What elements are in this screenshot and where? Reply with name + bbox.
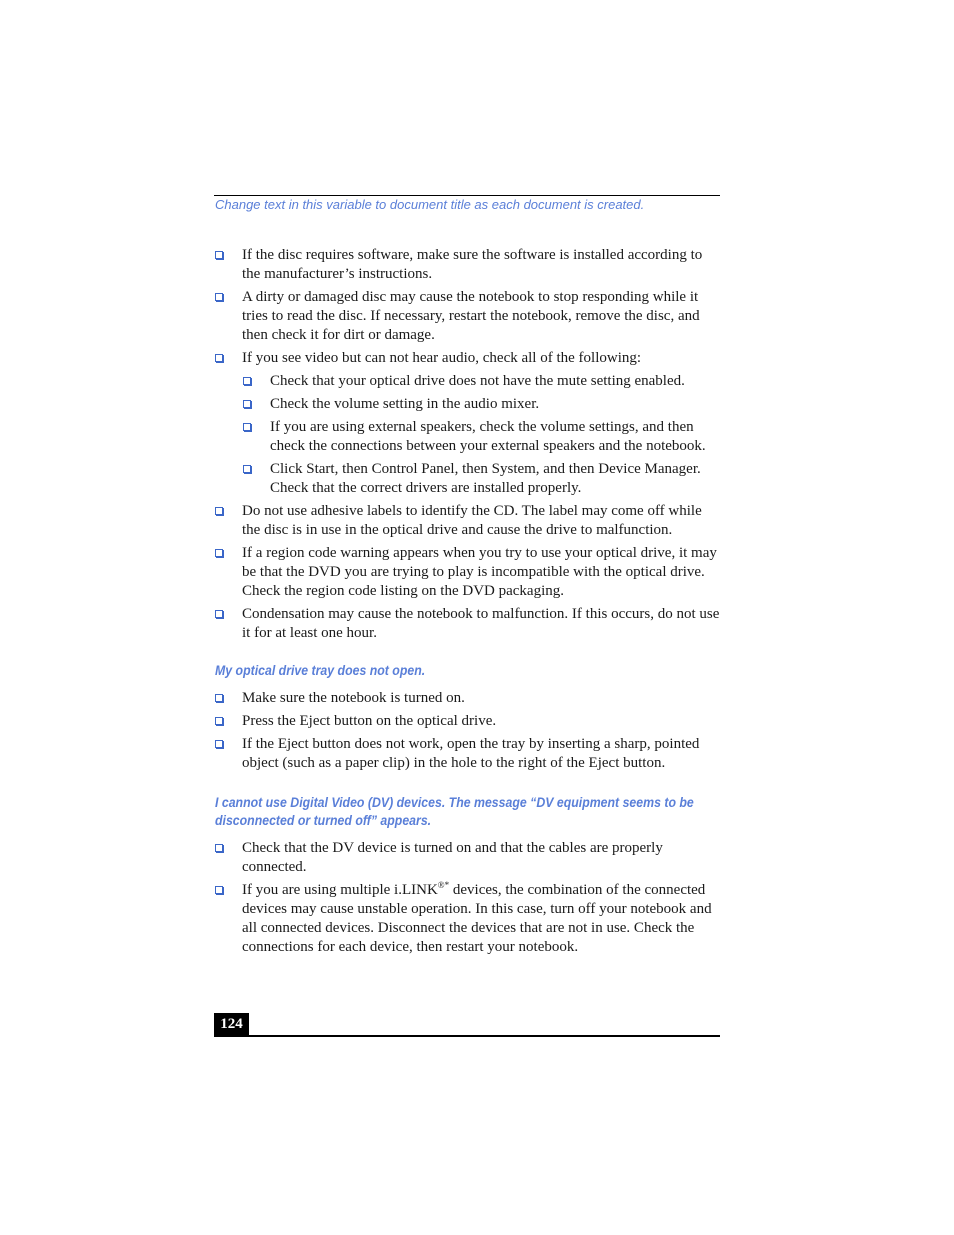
list-item: A dirty or damaged disc may cause the notebook to stop responding while it tries to read the disc. If necessary, restart the notebook, remove the disc, and then check it for dirt or damage. [214,288,720,345]
checkbox-bullet-icon [215,739,224,750]
list-item: If the Eject button does not work, open the tray by inserting a sharp, pointed object (such as a paper clip) in the hole to the right of the Eject button. [214,735,720,773]
document-page [214,0,720,1235]
checkbox-bullet-icon [215,250,224,261]
checkbox-bullet-icon [243,399,252,410]
sub-list-item: Click Start, then Control Panel, then System, and then Device Manager. Check that the correct drivers are installed properly. [242,460,720,498]
list-item: Condensation may cause the notebook to malfunction. If this occurs, do not use it for at least one hour. [214,605,720,643]
checkbox-bullet-icon [215,693,224,704]
audio-check-sublist [242,372,720,498]
dv-troubleshooting-list [214,839,720,957]
registered-trademark-mark: ®* [437,880,450,890]
checkbox-bullet-icon [215,716,224,727]
list-item: Check that the DV device is turned on and that the cables are properly connected. [214,839,720,877]
disc-troubleshooting-list [214,246,720,643]
checkbox-bullet-icon [243,464,252,475]
checkbox-bullet-icon [215,609,224,620]
list-item: If you are using multiple i.LINK®* devices, the combination of the connected devices may cause unstable operation. In this case, turn off your notebook and all connected devices. Disconnect the devices that are not in use. Check the connections for each device, then restart your notebook. [214,881,720,957]
checkbox-bullet-icon [215,885,224,896]
list-item: If a region code warning appears when you try to use your optical drive, it may be that the DVD you are trying to play is incompatible with the optical drive. Check the region code listing on the DVD packaging. [214,544,720,601]
sub-list-item: Check the volume setting in the audio mixer. [242,395,720,414]
running-title: Change text in this variable to document title as each document is created. [215,197,645,212]
tray-troubleshooting-list [214,689,720,773]
checkbox-bullet-icon [215,843,224,854]
checkbox-bullet-icon [215,506,224,517]
checkbox-bullet-icon [243,422,252,433]
sub-list-item: If you are using external speakers, check the volume settings, and then check the connections between your external speakers and the notebook. [242,418,720,456]
list-item: If the disc requires software, make sure the software is installed according to the manufacturer’s instructions. [214,246,720,284]
header-rule [214,195,720,196]
list-item: Press the Eject button on the optical drive. [214,712,720,731]
section-heading-dv: I cannot use Digital Video (DV) devices. The message “DV equipment seems to be disconnected or turned off” appears. [215,794,694,828]
checkbox-bullet-icon [243,376,252,387]
sub-list-item: Check that your optical drive does not have the mute setting enabled. [242,372,720,391]
checkbox-bullet-icon [215,548,224,559]
page-number: 124 [214,1013,249,1037]
checkbox-bullet-icon [215,353,224,364]
list-item: Make sure the notebook is turned on. [214,689,720,708]
list-item: Do not use adhesive labels to identify the CD. The label may come off while the disc is in use in the optical drive and cause the drive to malfunction. [214,502,720,540]
page-content [214,246,720,961]
footer-rule [214,1035,720,1037]
section-heading-tray: My optical drive tray does not open. [215,662,426,678]
list-item: If you see video but can not hear audio, check all of the following: Check that your optical drive does not have the mute setting enabled. Check the volume setting in the audio mixer. If you are using external speakers, check the volume settings, and then check the connections between your external speakers and the notebook. Click Start, then Control Panel, then System, and then Device Manager. Check that the correct drivers are installed properly. [214,349,720,498]
checkbox-bullet-icon [215,292,224,303]
